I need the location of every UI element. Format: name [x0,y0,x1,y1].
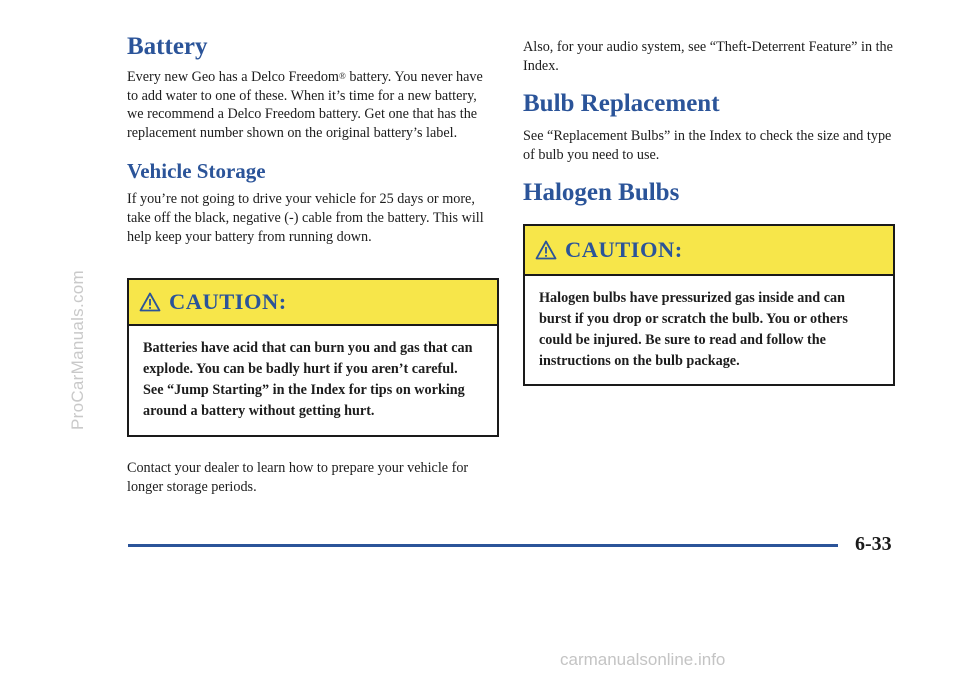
battery-heading: Battery [127,33,208,60]
halogen-caution-box [523,224,895,385]
vehicle-storage-heading: Vehicle Storage [127,159,266,184]
page-number: 6-33 [855,533,892,555]
halogen-bulbs-heading: Halogen Bulbs [523,179,680,207]
left-column [127,32,495,497]
caution-title: CAUTION: [565,237,683,263]
contact-dealer-paragraph: Contact your dealer to learn how to prepare your vehicle for longer storage periods. [127,460,469,495]
battery-text-start: Every new Geo has a Delco Freedom [127,69,339,85]
caution-header [129,280,497,326]
warning-triangle-icon [535,240,557,260]
side-watermark-text: ProCarManuals.com [68,269,87,431]
footer-rule [128,544,838,547]
battery-paragraph [127,68,495,142]
caution-header [525,226,893,276]
bottom-watermark: carmanualsonline.info [560,650,726,669]
caution-text: Halogen bulbs have pressurized gas inside and can burst if you drop or scratch the bulb. You or others could be injured. Be sure to read and follow the instructions on the bulb package. [539,290,848,369]
audio-system-paragraph: Also, for your audio system, see “Theft-Deterrent Feature” in the Index. [523,39,893,74]
caution-text: Batteries have acid that can burn you and gas that can explode. You can be badly hurt if you aren’t careful. See “Jump Starting” in the Index for tips on working around a battery without getting hurt. [143,340,473,419]
right-column [523,32,895,386]
storage-paragraph: If you’re not going to drive your vehicle for 25 days or more, take off the black, negative (-) cable from the battery. This will help keep your battery from running down. [127,191,484,245]
battery-text-end: battery. You never have to add water to one of these. When it’s time for a new battery, we recommend a Delco Freedom battery. Get one that has the replacement number shown on the original battery’s label. [127,69,483,141]
warning-triangle-icon [139,292,161,312]
caution-title: CAUTION: [169,289,287,315]
bulb-replacement-paragraph: See “Replacement Bulbs” in the Index to check the size and type of bulb you need to use. [523,128,892,163]
battery-caution-box [127,278,499,437]
registered-mark: ® [338,71,346,81]
bulb-replacement-heading: Bulb Replacement [523,90,720,118]
side-watermark [58,200,98,500]
